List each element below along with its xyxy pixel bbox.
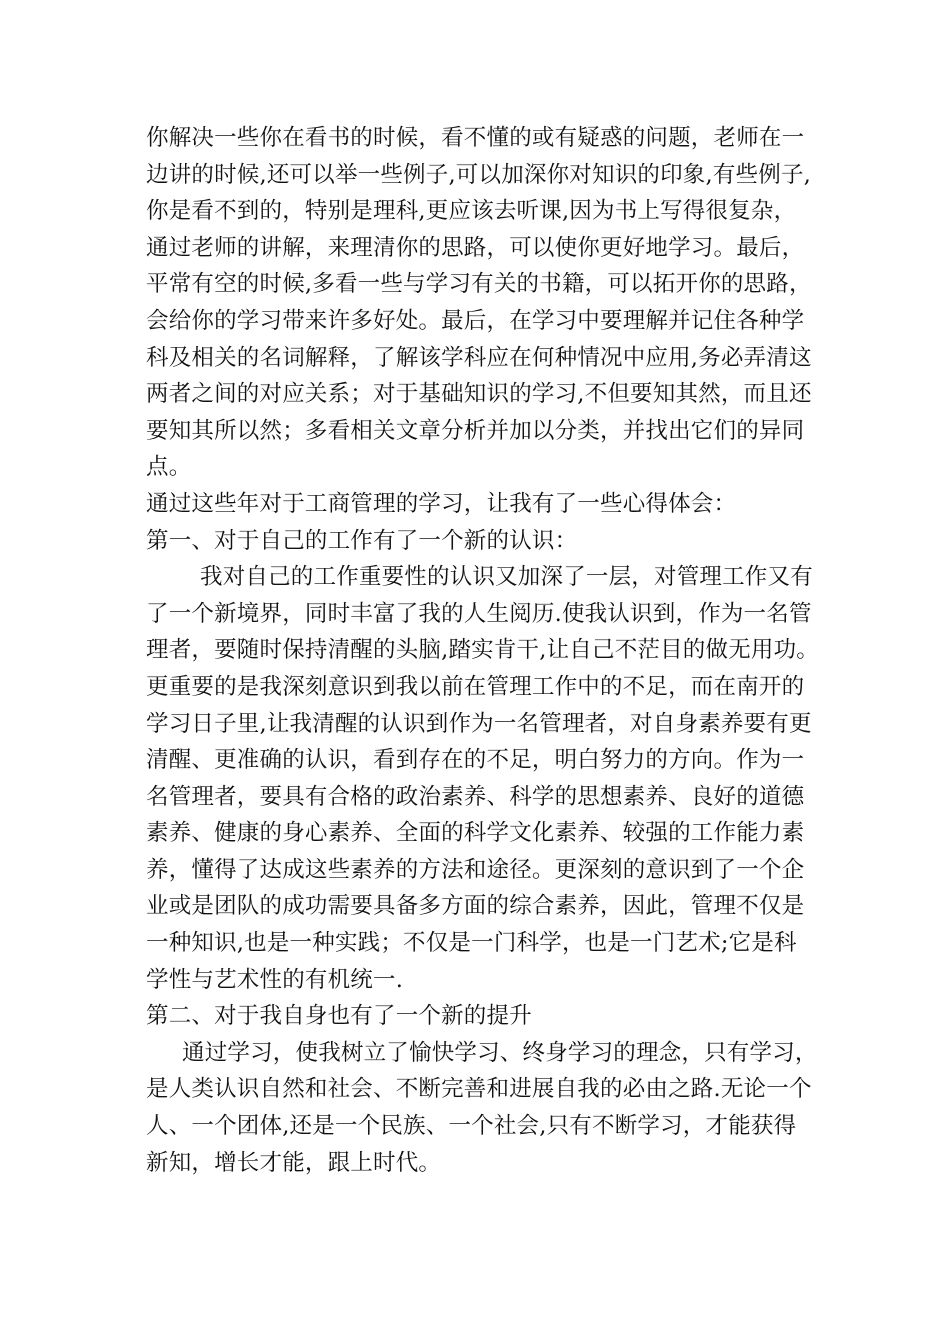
text-line: 学习日子里,让我清醒的认识到作为一名管理者，对自身素养要有更 — [146, 710, 812, 737]
text-line: 通过老师的讲解，来理清你的思路，可以使你更好地学习。最后， — [146, 234, 805, 261]
text-line: 清醒、更准确的认识，看到存在的不足，明白努力的方向。作为一 — [146, 747, 805, 774]
text-line: 会给你的学习带来许多好处。最后，在学习中要理解并记住各种学 — [146, 307, 805, 334]
text-line: 养，懂得了达成这些素养的方法和途径。更深刻的意识到了一个企 — [146, 856, 805, 883]
text-line: 你是看不到的，特别是理科,更应该去听课,因为书上写得很复杂， — [146, 198, 797, 225]
section-heading: 第一、对于自己的工作有了一个新的认识： — [146, 527, 578, 554]
text-line: 通过这些年对于工商管理的学习，让我有了一些心得体会： — [146, 490, 737, 517]
text-line: 了一个新境界，同时丰富了我的人生阅历.使我认识到，作为一名管 — [146, 600, 812, 627]
text-line: 你解决一些你在看书的时候，看不懂的或有疑惑的问题，老师在一 — [146, 125, 805, 151]
text-line: 要知其所以然；多看相关文章分析并加以分类，并找出它们的异同 — [146, 417, 805, 444]
text-line: 通过学习，使我树立了愉快学习、终身学习的理念，只有学习， — [182, 1039, 818, 1066]
text-line: 业或是团队的成功需要具备多方面的综合素养，因此，管理不仅是 — [146, 893, 805, 920]
text-line: 理者，要随时保持清醒的头脑,踏实肯干,让自己不茫目的做无用功。 — [146, 637, 820, 664]
text-line: 一种知识,也是一种实践；不仅是一门科学，也是一门艺术;它是科 — [146, 930, 797, 957]
text-line: 平常有空的时候,多看一些与学习有关的书籍，可以拓开你的思路， — [146, 271, 812, 298]
text-line: 边讲的时候,还可以举一些例子,可以加深你对知识的印象,有些例子, — [146, 161, 812, 188]
text-line: 是人类认识自然和社会、不断完善和进展自我的必由之路.无论一个 — [146, 1076, 812, 1103]
text-line: 更重要的是我深刻意识到我以前在管理工作中的不足，而在南开的 — [146, 673, 805, 700]
text-line: 名管理者，要具有合格的政治素养、科学的思想素养、良好的道德 — [146, 783, 805, 810]
text-line: 我对自己的工作重要性的认识又加深了一层，对管理工作又有 — [200, 564, 813, 591]
text-line: 科及相关的名词解释，了解该学科应在何种情况中应用,务必弄清这 — [146, 344, 812, 371]
text-line: 点。 — [146, 454, 192, 481]
section-heading: 第二、对于我自身也有了一个新的提升 — [146, 1003, 532, 1030]
text-line: 新知，增长才能，跟上时代。 — [146, 1149, 442, 1176]
text-line: 学性与艺术性的有机统一. — [146, 966, 404, 993]
text-line: 人、一个团体,还是一个民族、一个社会,只有不断学习，才能获得 — [146, 1113, 797, 1140]
text-line: 两者之间的对应关系；对于基础知识的学习,不但要知其然，而且还 — [146, 381, 812, 408]
body-text — [146, 120, 826, 1181]
text-line: 素养、健康的身心素养、全面的科学文化素养、较强的工作能力素 — [146, 820, 805, 847]
